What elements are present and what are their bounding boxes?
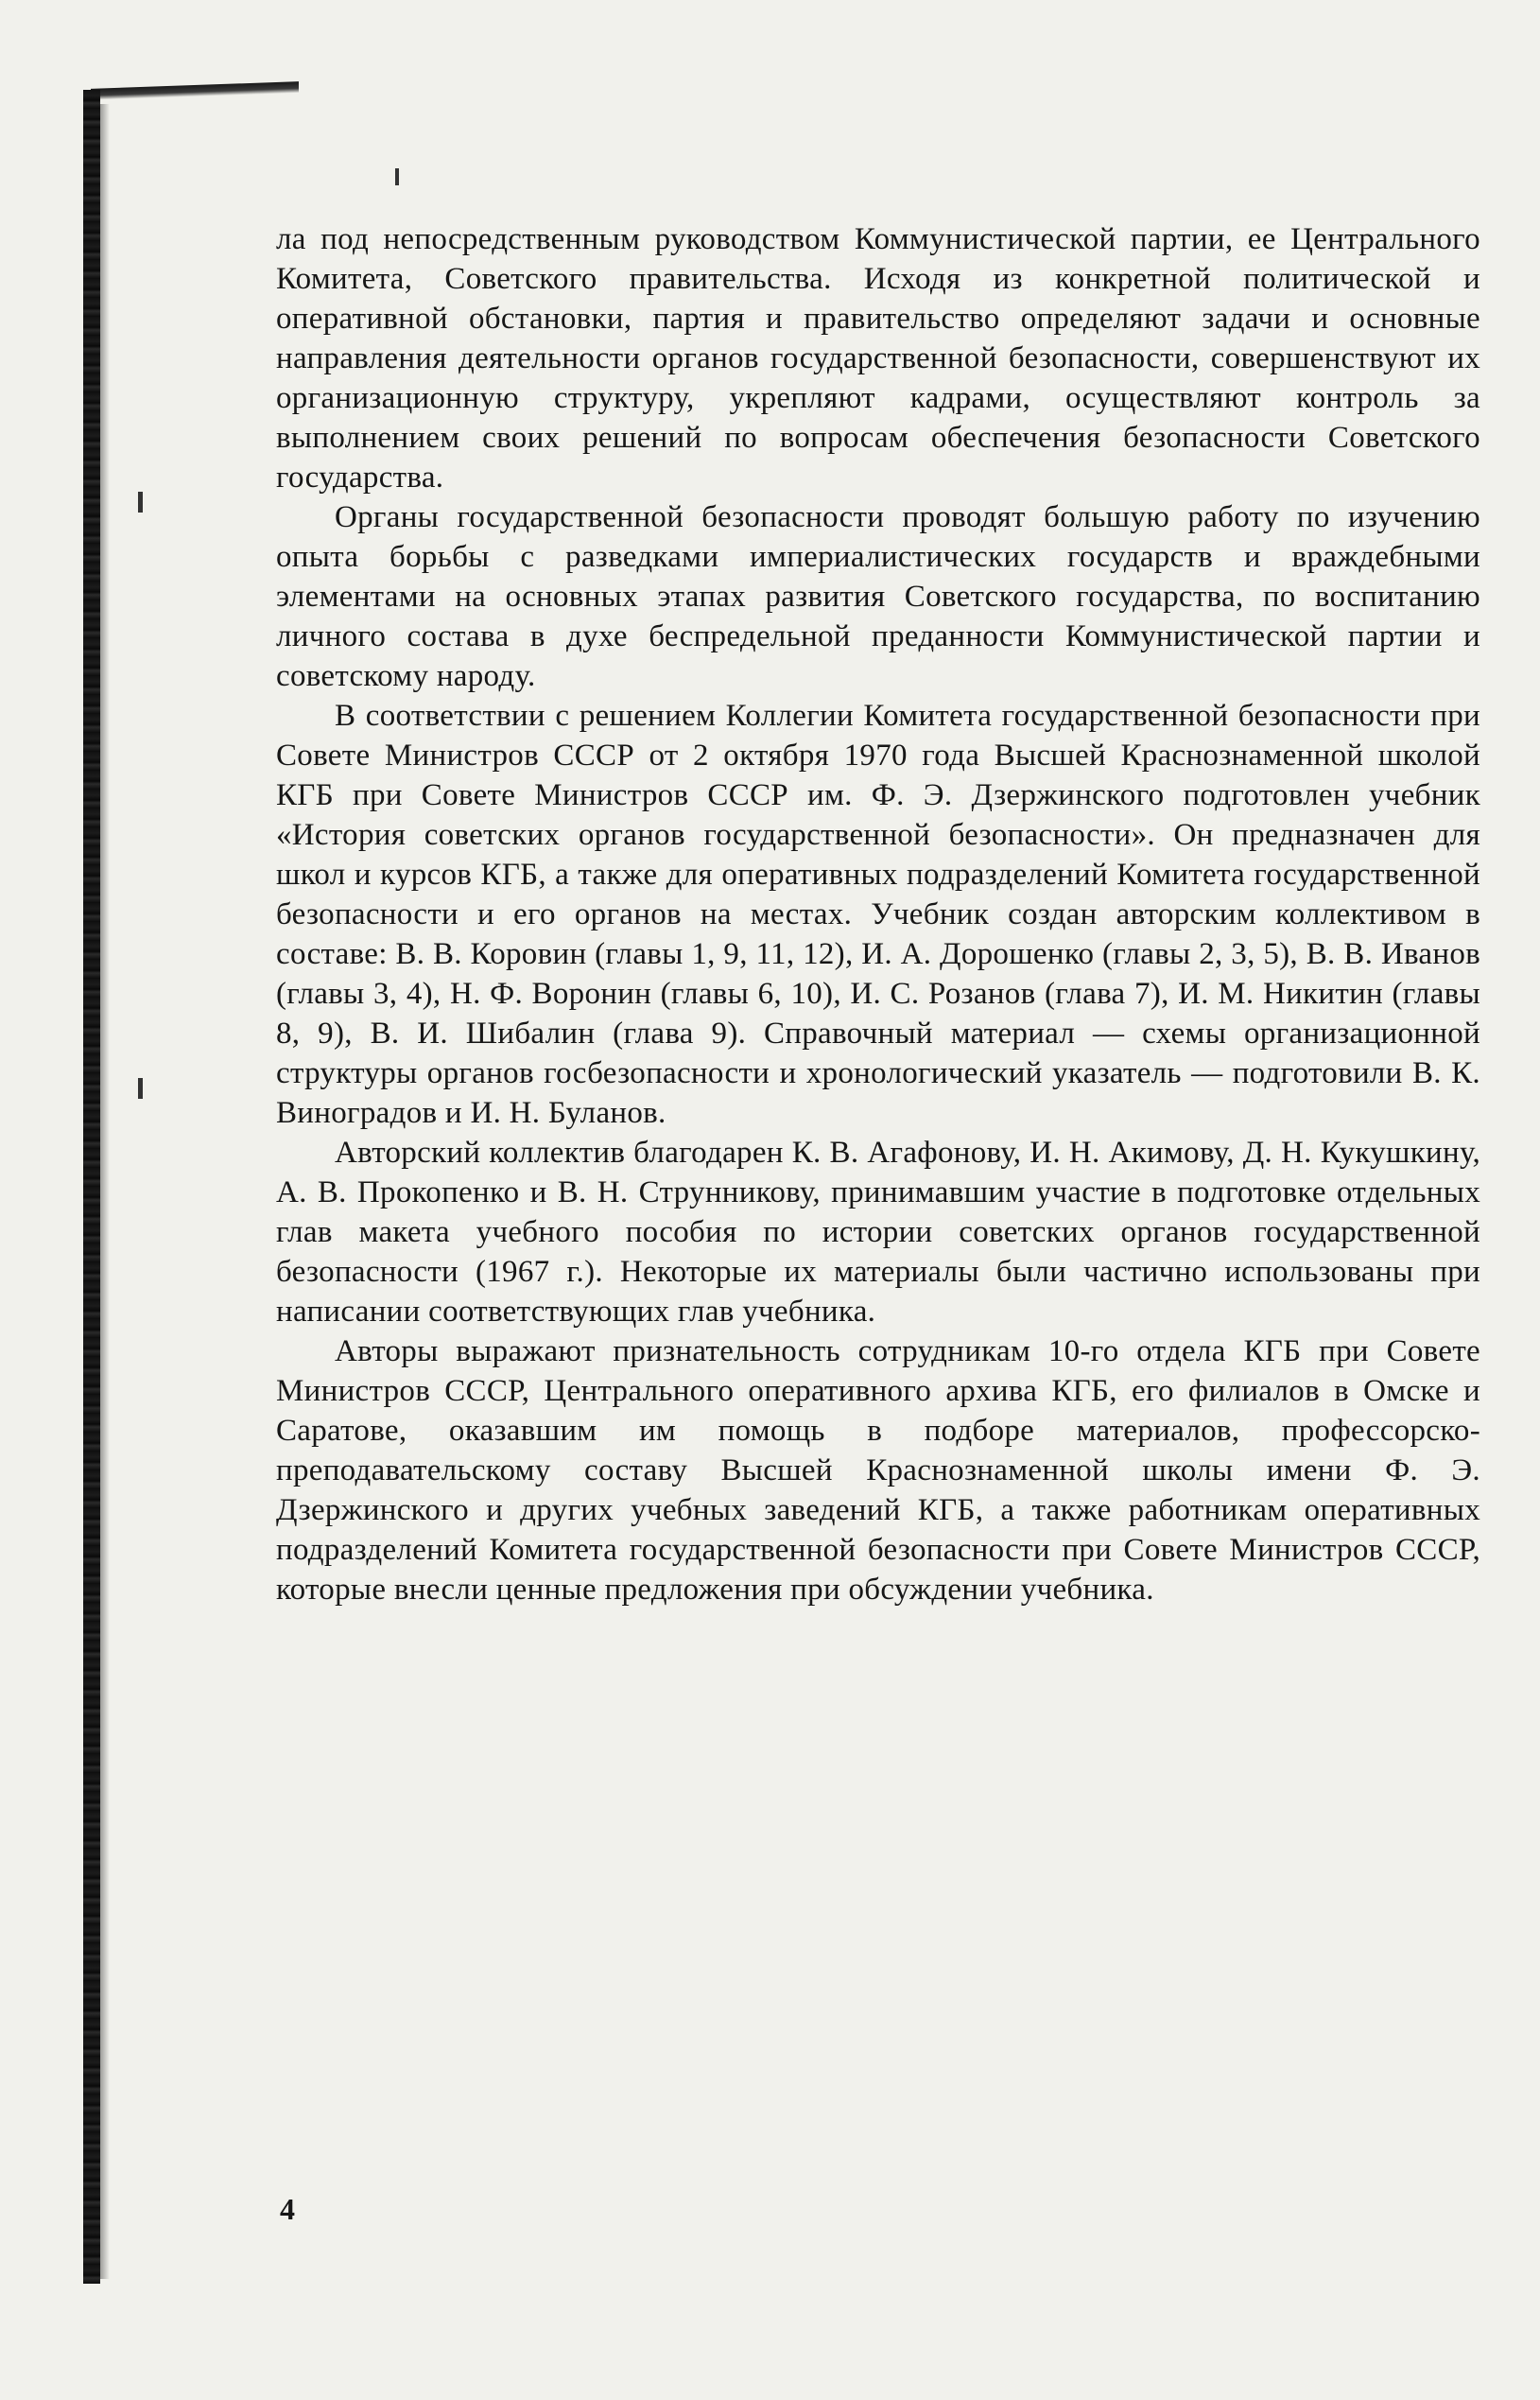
print-speck	[395, 168, 399, 185]
binding-top-edge	[91, 81, 299, 100]
binding-mark	[138, 492, 143, 513]
book-binding-edge	[83, 90, 100, 2284]
binding-shadow	[100, 104, 110, 2279]
body-text	[276, 219, 1480, 1609]
page-number: 4	[280, 2192, 295, 2226]
paragraph: Авторский коллектив благодарен К. В. Агафонову, И. Н. Акимову, Д. Н. Кукушкину, А. В. Прокопенко и В. Н. Струнникову, принимавшим участие в подготовке отдельных глав макета учебного пособия по истории советских органов государственной безопасности (1967 г.). Некоторые их материалы были частично использованы при написании соответствующих глав учебника.	[276, 1136, 1480, 1329]
binding-mark	[138, 1078, 143, 1099]
paragraph: Авторы выражают признательность сотрудникам 10-го отдела КГБ при Совете Министров СССР, Центрального оперативного архива КГБ, его филиалов в Омске и Саратове, оказавшим им помощь в подборе материалов, профессорско-преподавательскому составу Высшей Краснознаменной школы имени Ф. Э. Дзержинского и других учебных заведений КГБ, а также работникам оперативных подразделений Комитета государственной безопасности при Совете Министров СССР, которые внесли ценные предложения при обсуждении учебника.	[276, 1334, 1480, 1607]
paragraph: Органы государственной безопасности проводят большую работу по изучению опыта борьбы с разведками империалистических государств и враждебными элементами на основных этапах развития Советского государства, по воспитанию личного состава в духе беспредельной преданности Коммунистической партии и советскому народу.	[276, 500, 1480, 693]
paragraph: ла под непосредственным руководством Коммунистической партии, ее Центрального Комитета, Советского правительства. Исходя из конкретной политической и оперативной обстановки, партия и правительство определяют задачи и основные направления деятельности органов государственной безопасности, совершенствуют их организационную структуру, укрепляют кадрами, осуществляют контроль за выполнением своих решений по вопросам обеспечения безопасности Советского государства.	[276, 222, 1480, 495]
paragraph: В соответствии с решением Коллегии Комитета государственной безопасности при Совете Министров СССР от 2 октября 1970 года Высшей Краснознаменной школой КГБ при Совете Министров СССР им. Ф. Э. Дзержинского подготовлен учебник «История советских органов государственной безопасности». Он предназначен для школ и курсов КГБ, а также для оперативных подразделений Комитета государственной безопасности и его органов на местах. Учебник создан авторским коллективом в составе: В. В. Коровин (главы 1, 9, 11, 12), И. А. Дорошенко (главы 2, 3, 5), В. В. Иванов (главы 3, 4), Н. Ф. Воронин (главы 6, 10), И. С. Розанов (глава 7), И. М. Никитин (главы 8, 9), В. И. Шибалин (глава 9). Справочный материал — схемы организационной структуры органов госбезопасности и хронологический указатель — подготовили В. К. Виноградов и И. Н. Буланов.	[276, 699, 1480, 1130]
